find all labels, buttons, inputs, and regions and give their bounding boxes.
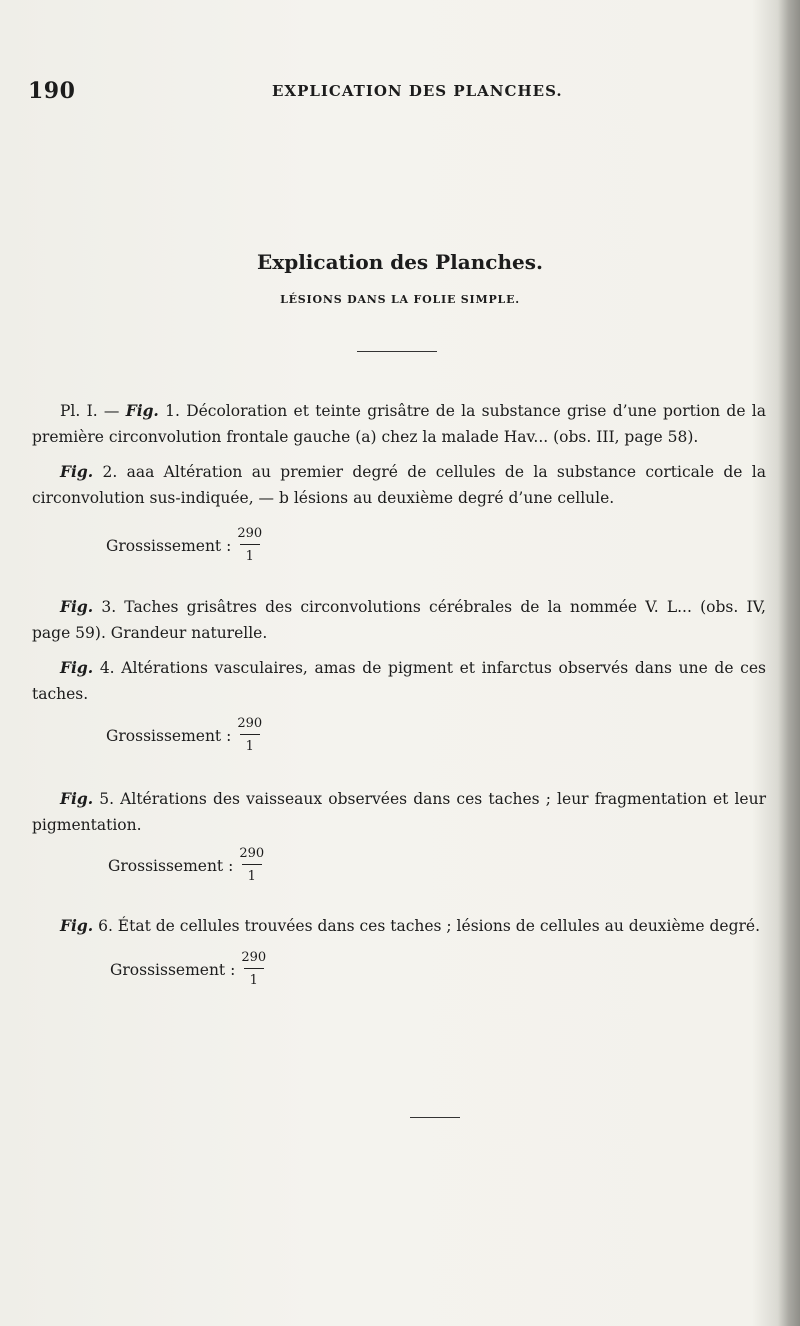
fig-number: 4. xyxy=(99,659,115,677)
fraction-numerator: 290 xyxy=(237,716,263,731)
fraction-denominator: 1 xyxy=(245,549,254,564)
section-title: Explication des Planches. xyxy=(257,250,543,274)
magnification-fraction xyxy=(237,526,262,565)
magnification-label: Grossissement : xyxy=(106,536,232,555)
fraction-numerator: 290 xyxy=(241,950,267,965)
fraction-denominator: 1 xyxy=(249,973,258,988)
entry-fig-5 xyxy=(32,786,766,838)
fig-label: Fig. xyxy=(60,658,94,677)
entry-fig-2 xyxy=(32,459,766,511)
entry-fig-6 xyxy=(32,913,766,939)
magnification-fig-6 xyxy=(110,950,266,989)
page-edge-shadow xyxy=(778,0,800,1326)
magnification-fraction xyxy=(239,846,264,885)
entry-text: Altérations vasculaires, amas de pigment et infarctus observés dans une de ces taches. xyxy=(32,659,766,703)
fraction-numerator: 290 xyxy=(239,846,265,861)
fig-label: Fig. xyxy=(60,789,94,808)
entry-text: État de cellules trouvées dans ces taches ; lésions de cellules au deuxième degré. xyxy=(112,917,761,935)
entry-fig-1 xyxy=(32,398,766,450)
fig-number: 1. xyxy=(165,402,180,420)
entry-text: Taches grisâtres des circonvolutions cérébrales de la nommée V. L... (obs. IV, page 59). Grandeur naturelle. xyxy=(32,598,766,642)
magnification-fig-2 xyxy=(106,526,262,565)
fig-number: 2. xyxy=(102,463,118,481)
entry-text: aaa Altération au premier degré de cellules de la substance corticale de la circonvolution sus-indiquée, — b lésions au deuxième degré d’une cellule. xyxy=(32,463,766,507)
fig-label: Fig. xyxy=(125,401,159,420)
magnification-label: Grossissement : xyxy=(108,856,234,875)
fig-number: 3. xyxy=(101,598,117,616)
fraction-denominator: 1 xyxy=(247,869,256,884)
fig-number: 5. xyxy=(99,790,115,808)
fig-label: Fig. xyxy=(60,597,94,616)
title-divider xyxy=(357,351,437,352)
magnification-label: Grossissement : xyxy=(110,960,236,979)
fraction-denominator: 1 xyxy=(245,739,254,754)
fig-label: Fig. xyxy=(60,462,94,481)
magnification-fraction xyxy=(237,716,262,755)
magnification-fig-5 xyxy=(108,846,264,885)
page-number: 190 xyxy=(28,78,76,104)
plate-prefix: Pl. I. — xyxy=(60,402,126,420)
fig-label: Fig. xyxy=(60,916,94,935)
magnification-fig-4 xyxy=(106,716,262,755)
closing-divider xyxy=(410,1117,460,1118)
entry-text: Altérations des vaisseaux observées dans ces taches ; leur fragmentation et leur pigmentation. xyxy=(32,790,766,834)
entry-text: Décoloration et teinte grisâtre de la substance grise d’une portion de la première circonvolution frontale gauche (a) chez la malade Hav... (obs. III, page 58). xyxy=(32,402,766,446)
fig-number: 6. xyxy=(98,917,113,935)
section-subtitle: LÉSIONS DANS LA FOLIE SIMPLE. xyxy=(280,293,520,306)
fraction-numerator: 290 xyxy=(237,526,263,541)
magnification-fraction xyxy=(241,950,266,989)
magnification-label: Grossissement : xyxy=(106,726,232,745)
entry-fig-4 xyxy=(32,655,766,707)
entry-fig-3 xyxy=(32,594,766,646)
running-title: EXPLICATION DES PLANCHES. xyxy=(272,82,563,100)
